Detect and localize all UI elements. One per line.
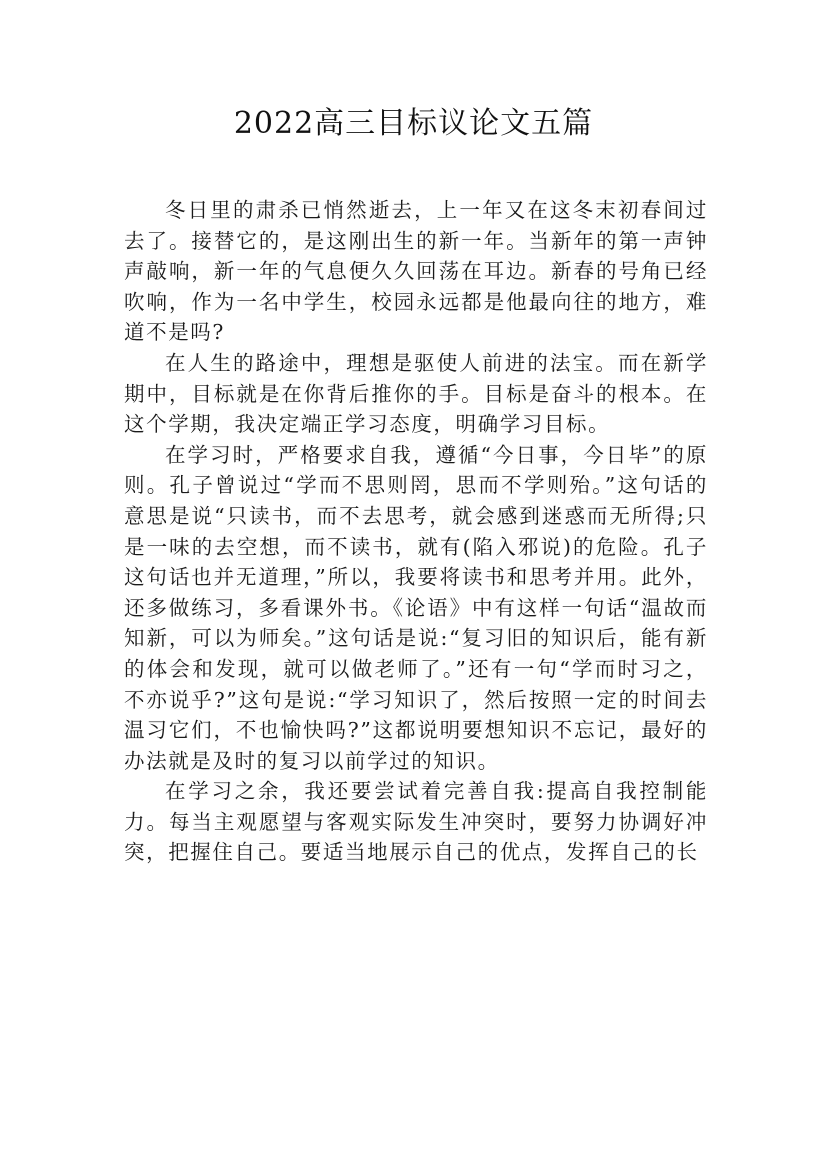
document-title: 2022高三目标议论文五篇: [233, 106, 594, 141]
document-body: [124, 195, 708, 868]
paragraph: 在学习时，严格要求自我，遵循“今日事，今日毕”的原则。孔子曾说过“学而不思则罔，思而不学则殆。”这句话的意思是说“只读书，而不去思考，就会感到迷惑而无所得;只是一味的去空想，而不读书，就有(陷入邪说)的危险。孔子这句话也并无道理，”所以，我要将读书和思考并用。此外，还多做练习，多看课外书。《论语》中有这样一句话“温故而知新，可以为师矣。”这句话是说:“复习旧的知识后，能有新的体会和发现，就可以做老师了。”还有一句“学而时习之，不亦说乎?”这句是说:“学习知识了，然后按照一定的时间去温习它们，不也愉快吗?”这都说明要想知识不忘记，最好的办法就是及时的复习以前学过的知识。: [124, 442, 708, 773]
paragraph: 冬日里的肃杀已悄然逝去，上一年又在这冬末初春间过去了。接替它的，是这刚出生的新一年。当新年的第一声钟声敲响，新一年的气息便久久回荡在耳边。新春的号角已经吹响，作为一名中学生，校园永远都是他最向往的地方，难道不是吗?: [124, 198, 708, 345]
paragraph: 在人生的路途中，理想是驱使人前进的法宝。而在新学期中，目标就是在你背后推你的手。目标是奋斗的根本。在这个学期，我决定端正学习态度，明确学习目标。: [124, 350, 708, 437]
paragraph: 在学习之余，我还要尝试着完善自我:提高自我控制能力。每当主观愿望与客观实际发生冲突时，要努力协调好冲突，把握住自己。要适当地展示自己的优点，发挥自己的长: [124, 779, 708, 865]
